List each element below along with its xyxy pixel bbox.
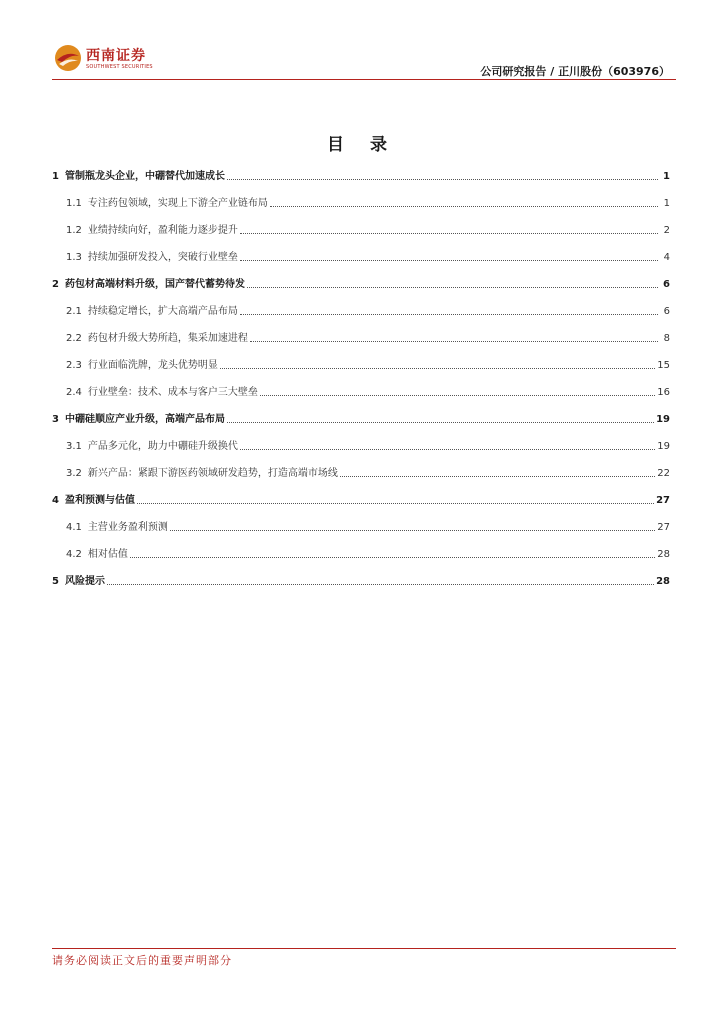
toc-entry-page: 27 <box>657 522 670 533</box>
toc-entry-page: 4 <box>663 252 670 263</box>
toc-entry-title: 专注药包领域，实现上下游全产业链布局 <box>87 198 268 209</box>
page-header <box>0 0 724 82</box>
toc-entry[interactable] <box>52 438 670 456</box>
toc-entry-number: 4.2 <box>66 549 82 560</box>
footer-disclaimer: 请务必阅读正文后的重要声明部分 <box>52 954 232 967</box>
toc-entry-number: 2.4 <box>66 387 82 398</box>
toc-entry-title: 持续稳定增长，扩大高端产品布局 <box>87 306 238 317</box>
toc-dot-leader <box>270 195 658 207</box>
toc-entry[interactable] <box>52 519 670 537</box>
toc-entry-title: 药包材高端材料升级，国产替代蓄势待发 <box>64 279 245 290</box>
toc-dot-leader <box>260 384 655 396</box>
toc-entry[interactable] <box>52 195 670 213</box>
company-logo <box>54 44 164 74</box>
toc-entry[interactable] <box>52 357 670 375</box>
toc-entry[interactable] <box>52 546 670 564</box>
toc-entry-page: 16 <box>657 387 670 398</box>
toc-entry-page: 22 <box>657 468 670 479</box>
toc-entry-page: 1 <box>663 171 670 182</box>
toc-entry-title: 产品多元化，助力中硼硅升级换代 <box>87 441 238 452</box>
logo-english-name: SOUTHWEST SECURITIES <box>86 64 153 70</box>
toc-dot-leader <box>240 222 658 234</box>
toc-entry-title: 管制瓶龙头企业，中硼替代加速成长 <box>64 171 225 182</box>
toc-dot-leader <box>227 168 658 180</box>
toc-entry-page: 27 <box>656 495 670 506</box>
toc-title: 目 录 <box>327 135 397 155</box>
toc-entry-number: 1.3 <box>66 252 82 263</box>
toc-entry-page: 1 <box>663 198 670 209</box>
toc-entry-number: 4.1 <box>66 522 82 533</box>
toc-entry-title: 新兴产品：紧跟下游医药领域研发趋势，打造高端市场线 <box>87 468 338 479</box>
toc-entry-title: 持续加强研发投入，突破行业壁垒 <box>87 252 238 263</box>
toc-entry-number: 5 <box>52 576 59 587</box>
toc-entry-number: 1.2 <box>66 225 82 236</box>
toc-entry-number: 4 <box>52 495 59 506</box>
toc-entry-number: 2.3 <box>66 360 82 371</box>
report-info: 公司研究报告 / 正川股份（603976） <box>480 65 670 78</box>
toc-entry-page: 2 <box>663 225 670 236</box>
toc-entry-number: 1.1 <box>66 198 82 209</box>
toc-dot-leader <box>240 249 658 261</box>
toc-dot-leader <box>170 519 655 531</box>
toc-entry[interactable] <box>52 168 670 186</box>
toc-entry-number: 3.1 <box>66 441 82 452</box>
southwest-securities-logo-icon <box>54 44 82 72</box>
toc-entry-page: 15 <box>657 360 670 371</box>
toc-entry[interactable] <box>52 384 670 402</box>
toc-entry-title: 中硼硅顺应产业升级，高端产品布局 <box>64 414 225 425</box>
toc-entry-title: 药包材升级大势所趋，集采加速进程 <box>87 333 248 344</box>
toc-entry[interactable] <box>52 330 670 348</box>
toc-entry[interactable] <box>52 222 670 240</box>
toc-entry-number: 2.2 <box>66 333 82 344</box>
toc-entry-page: 6 <box>663 306 670 317</box>
toc-dot-leader <box>130 546 655 558</box>
footer-divider <box>52 948 676 949</box>
toc-entry-number: 2 <box>52 279 59 290</box>
toc-entry-number: 3 <box>52 414 59 425</box>
toc-entry-title: 盈利预测与估值 <box>64 495 135 506</box>
toc-entry[interactable] <box>52 276 670 294</box>
toc-entry-page: 6 <box>663 279 670 290</box>
toc-entry[interactable] <box>52 492 670 510</box>
toc-entry-page: 28 <box>656 576 670 587</box>
toc-entry-title: 风险提示 <box>64 576 105 587</box>
toc-entry[interactable] <box>52 465 670 483</box>
toc-entry-title: 业绩持续向好，盈利能力逐步提升 <box>87 225 238 236</box>
toc-entry[interactable] <box>52 573 670 591</box>
toc-dot-leader <box>340 465 655 477</box>
toc-entry-title: 相对估值 <box>87 549 128 560</box>
toc-entry-number: 1 <box>52 171 59 182</box>
toc-dot-leader <box>240 303 658 315</box>
toc-dot-leader <box>240 438 655 450</box>
toc-entry-number: 3.2 <box>66 468 82 479</box>
toc-dot-leader <box>220 357 655 369</box>
header-divider <box>52 79 676 80</box>
toc-entry-number: 2.1 <box>66 306 82 317</box>
toc-entry-title: 行业面临洗牌，龙头优势明显 <box>87 360 218 371</box>
toc-entry-page: 8 <box>663 333 670 344</box>
toc-entry[interactable] <box>52 411 670 429</box>
toc-entry-title: 主营业务盈利预测 <box>87 522 168 533</box>
toc-dot-leader <box>137 492 654 504</box>
toc-entry-page: 19 <box>656 414 670 425</box>
toc-entry[interactable] <box>52 249 670 267</box>
toc-entry-page: 28 <box>657 549 670 560</box>
toc-dot-leader <box>250 330 658 342</box>
toc-entry-title: 行业壁垒：技术、成本与客户三大壁垒 <box>87 387 258 398</box>
toc-entry-page: 19 <box>657 441 670 452</box>
logo-chinese-name: 西南证券 <box>86 48 146 64</box>
toc-dot-leader <box>227 411 654 423</box>
toc-dot-leader <box>247 276 658 288</box>
toc-entry[interactable] <box>52 303 670 321</box>
toc-dot-leader <box>107 573 654 585</box>
